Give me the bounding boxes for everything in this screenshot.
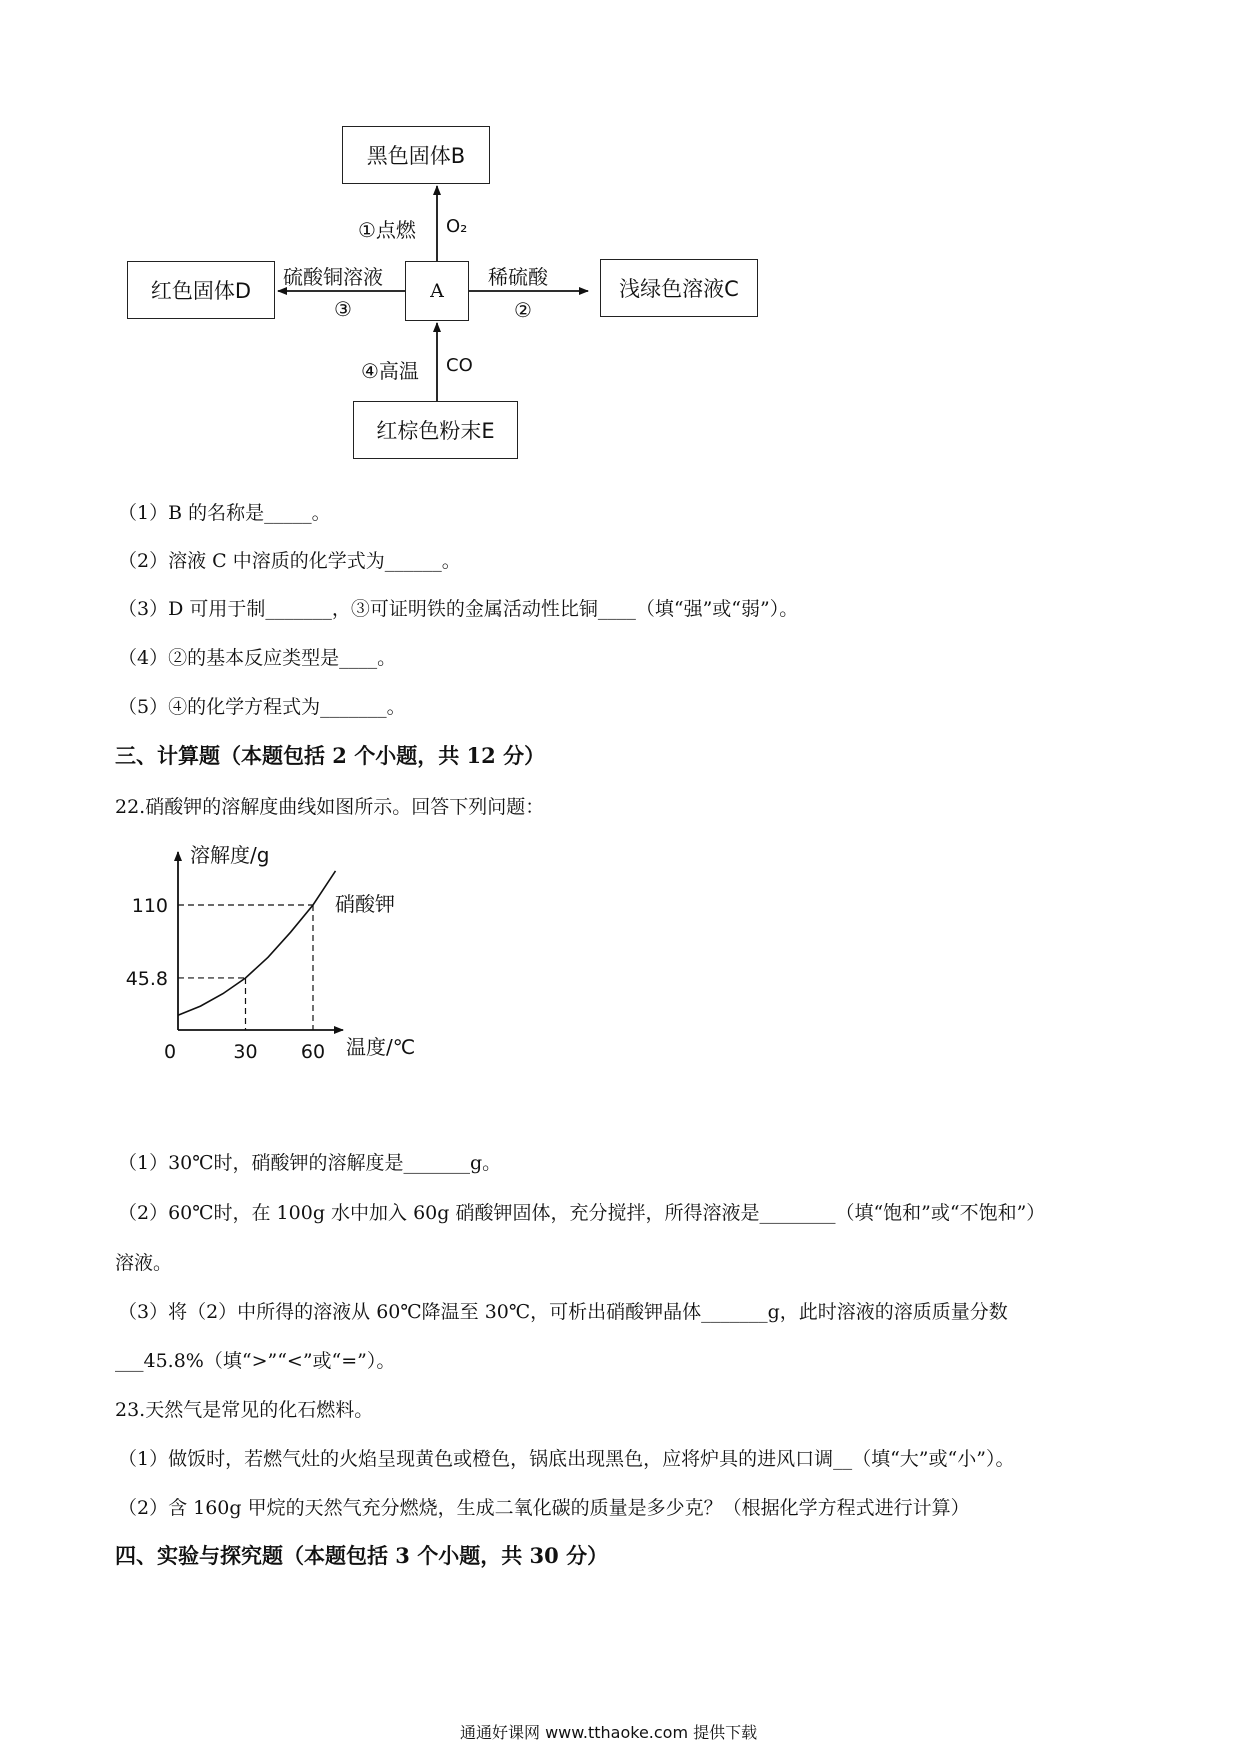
solubility-chart	[120, 832, 440, 1082]
q22-item-2-cont: 溶液。	[115, 1252, 173, 1274]
q23-item-1: （1）做饭时，若燃气灶的火焰呈现黄色或橙色，锅底出现黑色，应将炉具的进风口调__（填“大”或“小”）。	[118, 1448, 1015, 1470]
x-tick-label-2: 60	[300, 1041, 326, 1063]
q21-item-5: （5）④的化学方程式为_______。	[118, 696, 406, 718]
page-footer: 通通好课网 www.tthaoke.com 提供下载	[460, 1723, 758, 1742]
arrow2-number: ②	[514, 298, 532, 322]
box-light-green-solution-c: 浅绿色溶液C	[600, 259, 758, 317]
series-line-potassium-nitrate	[178, 871, 336, 1015]
arrow1-reagent: O₂	[446, 216, 468, 237]
q23-item-2: （2）含 160g 甲烷的天然气充分燃烧，生成二氧化碳的质量是多少克？（根据化学方程式进行计算）	[118, 1497, 970, 1519]
q21-item-3: （3）D 可用于制_______，③可证明铁的金属活动性比铜____（填“强”或“弱”）。	[118, 598, 799, 620]
arrow2-reagent: 稀硫酸	[488, 265, 548, 289]
y-tick-label-0: 45.8	[125, 967, 168, 990]
y-tick-label-1: 110	[131, 895, 168, 917]
box-a: A	[405, 261, 469, 321]
arrow3-reagent: 硫酸铜溶液	[283, 265, 383, 289]
q22-item-1: （1）30℃时，硝酸钾的溶解度是_______g。	[118, 1152, 502, 1174]
section-3-heading: 三、计算题（本题包括 2 个小题，共 12 分）	[115, 743, 546, 768]
q22-item-3: （3）将（2）中所得的溶液从 60℃降温至 30℃，可析出硝酸钾晶体_______g，此时溶液的溶质质量分数	[118, 1301, 1008, 1323]
y-axis-label: 溶解度/g	[190, 843, 270, 867]
box-red-brown-powder-e: 红棕色粉末E	[353, 401, 518, 459]
q22-item-2: （2）60℃时，在 100g 水中加入 60g 硝酸钾固体，充分搅拌，所得溶液是________（填“饱和”或“不饱和”）	[118, 1202, 1046, 1224]
q21-item-1: （1）B 的名称是_____。	[118, 502, 331, 524]
arrow4-label: ④高温	[361, 359, 419, 383]
box-black-solid-b: 黑色固体B	[342, 126, 490, 184]
q22-intro: 22.硝酸钾的溶解度曲线如图所示。回答下列问题：	[115, 796, 545, 818]
section-4-heading: 四、实验与探究题（本题包括 3 个小题，共 30 分）	[115, 1543, 609, 1568]
x-tick-label-0: 0	[163, 1041, 177, 1063]
q22-item-3-cont: ___45.8%（填“>”“<”或“=”）。	[115, 1350, 396, 1372]
series-label: 硝酸钾	[335, 892, 395, 916]
arrow1-label: ①点燃	[358, 218, 416, 242]
box-red-solid-d: 红色固体D	[127, 261, 275, 319]
diagram-arrows	[0, 0, 1240, 520]
q21-item-4: （4）②的基本反应类型是____。	[118, 647, 397, 669]
q23-intro: 23.天然气是常见的化石燃料。	[115, 1399, 374, 1421]
q21-item-2: （2）溶液 C 中溶质的化学式为______。	[118, 550, 461, 572]
x-tick-label-1: 30	[233, 1041, 258, 1063]
arrow3-number: ③	[334, 297, 352, 321]
x-axis-label: 温度/℃	[346, 1035, 416, 1059]
arrow4-reagent: CO	[446, 355, 473, 376]
